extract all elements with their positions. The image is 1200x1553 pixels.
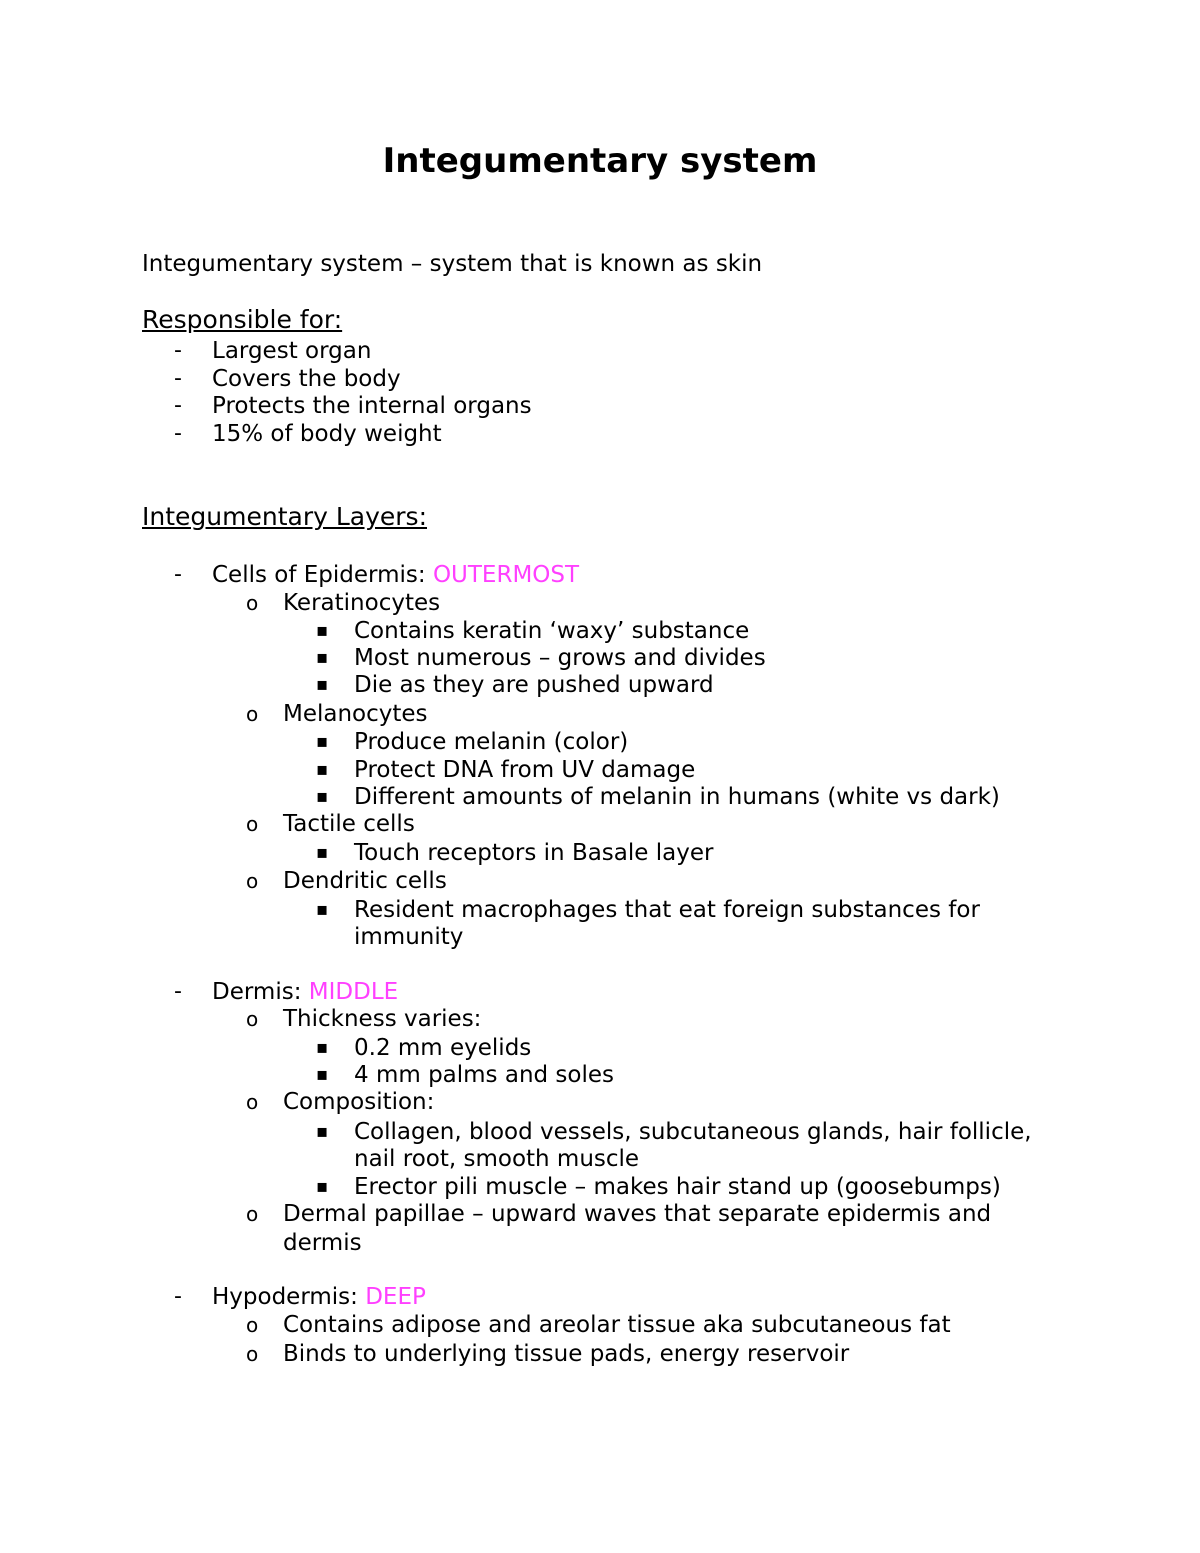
circle-bullet: o — [246, 1090, 259, 1114]
middle-tag: MIDDLE — [308, 979, 399, 1005]
square-bullet: ▪ — [316, 759, 329, 780]
list-item: 4 mm palms and soles — [354, 1062, 615, 1088]
dash-bullet: - — [174, 338, 182, 363]
circle-bullet: o — [246, 812, 259, 836]
square-bullet: ▪ — [316, 731, 329, 752]
list-item-continuation: nail root, smooth muscle — [354, 1146, 640, 1172]
square-bullet: ▪ — [316, 647, 329, 668]
square-bullet: ▪ — [316, 899, 329, 920]
list-item: Most numerous – grows and divides — [354, 645, 766, 671]
dash-bullet: - — [174, 562, 182, 587]
responsible-heading: Responsible for: — [142, 305, 343, 334]
papillae-item: Dermal papillae – upward waves that separate epidermis and — [283, 1201, 992, 1227]
outermost-tag: OUTERMOST — [432, 562, 580, 588]
hypodermis-label: Hypodermis: — [212, 1284, 366, 1310]
epidermis-item — [212, 561, 579, 589]
list-item: 15% of body weight — [212, 421, 442, 447]
square-bullet: ▪ — [316, 1121, 329, 1142]
tactile-label: Tactile cells — [283, 811, 415, 837]
list-item-continuation: immunity — [354, 924, 464, 950]
square-bullet: ▪ — [316, 1176, 329, 1197]
circle-bullet: o — [246, 869, 259, 893]
dash-bullet: - — [174, 979, 182, 1004]
circle-bullet: o — [246, 591, 259, 615]
list-item: Different amounts of melanin in humans (white vs dark) — [354, 784, 1000, 810]
deep-tag: DEEP — [365, 1284, 426, 1310]
thickness-label: Thickness varies: — [283, 1006, 482, 1032]
dash-bullet: - — [174, 366, 182, 391]
circle-bullet: o — [246, 1342, 259, 1366]
list-item: 0.2 mm eyelids — [354, 1035, 532, 1061]
hypodermis-item — [212, 1283, 426, 1311]
document-title: Integumentary system — [382, 141, 818, 181]
square-bullet: ▪ — [316, 1064, 329, 1085]
list-item: Contains keratin ‘waxy’ substance — [354, 618, 750, 644]
list-item: Touch receptors in Basale layer — [354, 840, 714, 866]
keratinocytes-label: Keratinocytes — [283, 590, 441, 616]
list-item: Die as they are pushed upward — [354, 672, 714, 698]
square-bullet: ▪ — [316, 1037, 329, 1058]
circle-bullet: o — [246, 702, 259, 726]
circle-bullet: o — [246, 1313, 259, 1337]
dendritic-label: Dendritic cells — [283, 868, 447, 894]
square-bullet: ▪ — [316, 620, 329, 641]
dash-bullet: - — [174, 1284, 182, 1309]
circle-bullet: o — [246, 1202, 259, 1226]
square-bullet: ▪ — [316, 674, 329, 695]
list-item: Largest organ — [212, 338, 372, 364]
list-item: Contains adipose and areolar tissue aka subcutaneous fat — [283, 1312, 951, 1338]
definition-text: Integumentary system – system that is known as skin — [142, 251, 763, 277]
dermis-label: Dermis: — [212, 979, 309, 1005]
dash-bullet: - — [174, 421, 182, 446]
list-item: Protects the internal organs — [212, 393, 532, 419]
papillae-continuation: dermis — [283, 1230, 362, 1256]
circle-bullet: o — [246, 1007, 259, 1031]
dermis-item — [212, 978, 398, 1006]
list-item: Resident macrophages that eat foreign substances for — [354, 897, 980, 923]
list-item: Covers the body — [212, 366, 401, 392]
list-item: Produce melanin (color) — [354, 729, 629, 755]
list-item: Binds to underlying tissue pads, energy reservoir — [283, 1341, 850, 1367]
list-item: Erector pili muscle – makes hair stand up (goosebumps) — [354, 1174, 1001, 1200]
layers-heading: Integumentary Layers: — [142, 502, 427, 531]
square-bullet: ▪ — [316, 786, 329, 807]
square-bullet: ▪ — [316, 842, 329, 863]
melanocytes-label: Melanocytes — [283, 701, 428, 727]
dash-bullet: - — [174, 393, 182, 418]
epidermis-label: Cells of Epidermis: — [212, 562, 433, 588]
composition-label: Composition: — [283, 1089, 435, 1115]
list-item: Protect DNA from UV damage — [354, 757, 696, 783]
list-item: Collagen, blood vessels, subcutaneous glands, hair follicle, — [354, 1119, 1032, 1145]
